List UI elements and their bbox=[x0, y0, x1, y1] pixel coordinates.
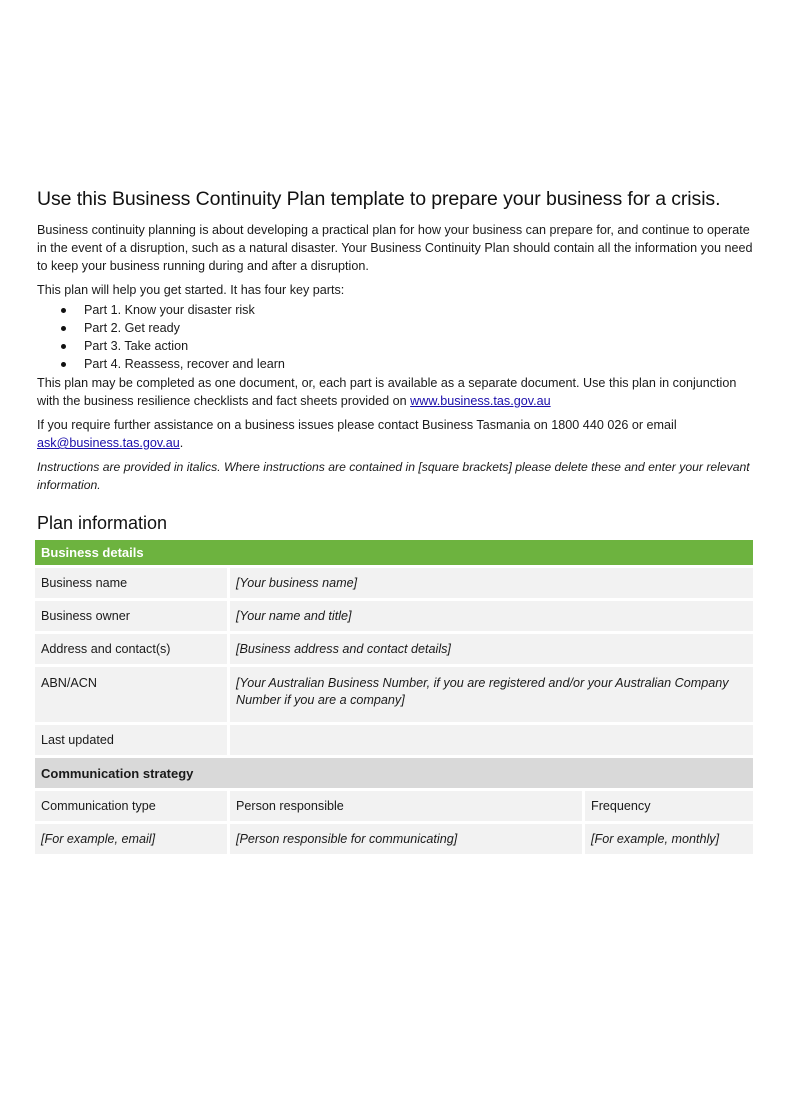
column-header: Communication type bbox=[35, 791, 230, 821]
instructions-paragraph: Instructions are provided in italics. Where instructions are contained in [square brackets] please delete these and enter your relevant information. bbox=[37, 460, 750, 492]
address-contact-field[interactable]: [Business address and contact details] bbox=[230, 634, 753, 664]
business-name-field[interactable]: [Your business name] bbox=[230, 568, 753, 598]
last-updated-field[interactable] bbox=[230, 725, 753, 755]
table-row bbox=[35, 601, 753, 631]
abn-acn-field[interactable]: [Your Australian Business Number, if you are registered and/or your Australian Company Number if you are a company] bbox=[230, 667, 753, 722]
business-details-header bbox=[35, 540, 753, 565]
business-owner-field[interactable]: [Your name and title] bbox=[230, 601, 753, 631]
frequency-field[interactable]: [For example, monthly] bbox=[585, 824, 753, 854]
table-row bbox=[35, 634, 753, 664]
assist-text: If you require further assistance on a business issues please contact Business Tasmania on 1800 440 026 or email bbox=[37, 418, 677, 432]
plan-information-heading: Plan information bbox=[37, 513, 168, 533]
communication-type-field[interactable]: [For example, email] bbox=[35, 824, 230, 854]
usage-paragraph bbox=[37, 374, 753, 410]
row-label: Business name bbox=[35, 568, 230, 598]
table-row bbox=[35, 725, 753, 755]
table-header-row bbox=[35, 791, 753, 821]
business-details-title: Business details bbox=[35, 540, 753, 565]
usage-text: This plan may be completed as one document, or, each part is available as a separate document. Use this plan in conjunction with the business resilience checklists and fact sheets provided on bbox=[37, 376, 737, 408]
list-item: Part 2. Get ready bbox=[61, 319, 753, 337]
column-header: Frequency bbox=[585, 791, 753, 821]
parts-intro: This plan will help you get started. It has four key parts: bbox=[37, 283, 345, 297]
table-row bbox=[35, 667, 753, 722]
page-title: Use this Business Continuity Plan template to prepare your business for a crisis. bbox=[37, 188, 721, 210]
assistance-paragraph bbox=[37, 416, 753, 452]
email-link[interactable]: ask@business.tas.gov.au bbox=[37, 436, 180, 450]
table-row bbox=[35, 568, 753, 598]
plan-information-table bbox=[35, 537, 753, 857]
row-label: Business owner bbox=[35, 601, 230, 631]
communication-strategy-header bbox=[35, 758, 753, 788]
column-header: Person responsible bbox=[230, 791, 585, 821]
document-page bbox=[37, 188, 753, 857]
intro-paragraph: Business continuity planning is about developing a practical plan for how your business can prepare for, and continue to operate in the event of a disruption, such as a natural disaster. Your Business Continuity Plan should contain all the information you need to keep your business running during and after a disruption. bbox=[37, 223, 753, 273]
person-responsible-field[interactable]: [Person responsible for communicating] bbox=[230, 824, 585, 854]
assist-end: . bbox=[179, 436, 184, 450]
website-link[interactable]: www.business.tas.gov.au bbox=[410, 394, 551, 408]
table-row bbox=[35, 824, 753, 854]
list-item: Part 3. Take action bbox=[61, 337, 753, 355]
list-item: Part 4. Reassess, recover and learn bbox=[61, 355, 753, 373]
row-label: Address and contact(s) bbox=[35, 634, 230, 664]
row-label: ABN/ACN bbox=[35, 667, 230, 722]
row-label: Last updated bbox=[35, 725, 230, 755]
communication-strategy-title: Communication strategy bbox=[35, 758, 753, 788]
parts-list bbox=[37, 301, 753, 373]
list-item: Part 1. Know your disaster risk bbox=[61, 301, 753, 319]
